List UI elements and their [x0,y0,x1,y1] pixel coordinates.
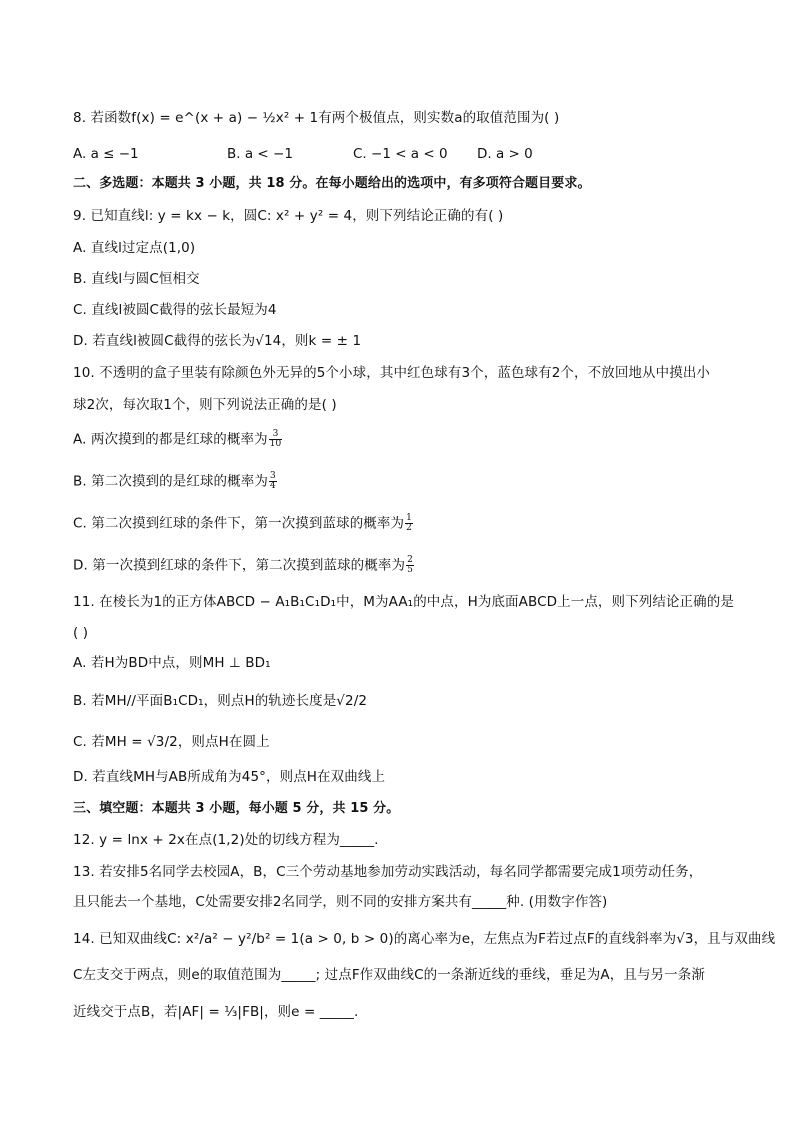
fraction: $\frac{1}{2}$ [406,513,412,533]
question-11-stem-line-2: ( ) [73,625,89,641]
q8-option-c: C. −1 < a < 0 [353,146,448,162]
q9-option-c: C. 直线l被圆C截得的弦长最短为4 [73,302,277,318]
question-13-stem-line-2: 且只能去一个基地，C处需要安排2名同学，则不同的安排方案共有_____种. (用数字作答) [73,894,608,910]
q10-option-d: D. 第一次摸到红球的条件下，第二次摸到蓝球的概率为 $\frac{2}{5}$ [73,555,413,575]
q11-option-b: B. 若MH//平面B₁CD₁，则点H的轨迹长度是√2/2 [73,693,368,709]
q9-option-b: B. 直线l与圆C恒相交 [73,271,200,287]
fraction: $\frac{2}{5}$ [407,555,413,575]
question-14-stem-line-1: 14. 已知双曲线C: x²/a² − y²/b² = 1(a > 0, b > 0)的离心率为e，左焦点为F若过点F的直线斜率为√3，且与双曲线 [73,931,776,947]
question-14-stem-line-3: 近线交于点B，若|AF| = ⅓|FB|，则e = _____. [73,1004,359,1020]
question-13-stem-line-1: 13. 若安排5名同学去校园A，B，C三个劳动基地参加劳动实践活动，每名同学都需要完成1项劳动任务， [73,864,703,880]
question-10-stem-line-1: 10. 不透明的盒子里装有除颜色外无异的5个小球，其中红色球有3个，蓝色球有2个，不放回地从中摸出小 [73,365,711,381]
q8-option-b: B. a < −1 [227,146,293,162]
q9-option-a: A. 直线l过定点(1,0) [73,240,196,256]
question-8-stem: 8. 若函数f(x) = e^(x + a) − ½x² + 1有两个极值点，则实数a的取值范围为( ) [73,110,560,126]
section-2-heading: 二、多选题：本题共 3 小题，共 18 分。在每小题给出的选项中，有多项符合题目要求。 [73,176,591,191]
q11-option-a: A. 若H为BD中点，则MH ⊥ BD₁ [73,655,271,671]
q10-option-c: C. 第二次摸到红球的条件下，第一次摸到蓝球的概率为 $\frac{1}{2}$ [73,513,412,533]
question-14-stem-line-2: C左支交于两点，则e的取值范围为_____; 过点F作双曲线C的一条渐近线的垂线，垂足为A，且与另一条渐 [73,967,705,983]
section-3-heading: 三、填空题：本题共 3 小题，每小题 5 分，共 15 分。 [73,801,400,816]
question-12-stem: 12. y = lnx + 2x在点(1,2)处的切线方程为_____. [73,832,379,848]
q8-option-a: A. a ≤ −1 [73,146,139,162]
q10-option-b: B. 第二次摸到的是红球的概率为 $\frac{3}{4}$ [73,471,276,491]
q8-option-d: D. a > 0 [477,146,533,162]
q9-option-d: D. 若直线l被圆C截得的弦长为√14，则k = ± 1 [73,333,362,349]
question-11-stem-line-1: 11. 在棱长为1的正方体ABCD − A₁B₁C₁D₁中，M为AA₁的中点，H为底面ABCD上一点，则下列结论正确的是 [73,594,734,610]
question-9-stem: 9. 已知直线l: y = kx − k，圆C: x² + y² = 4，则下列结论正确的有( ) [73,208,504,224]
q11-option-d: D. 若直线MH与AB所成角为45°，则点H在双曲线上 [73,769,386,785]
q11-option-c: C. 若MH = √3/2，则点H在圆上 [73,734,270,750]
fraction: $\frac{3}{10}$ [269,429,282,449]
fraction: $\frac{3}{4}$ [269,471,276,491]
q10-option-a: A. 两次摸到的都是红球的概率为 $\frac{3}{10}$ [73,429,282,449]
question-10-stem-line-2: 球2次，每次取1个，则下列说法正确的是( ) [73,397,337,413]
